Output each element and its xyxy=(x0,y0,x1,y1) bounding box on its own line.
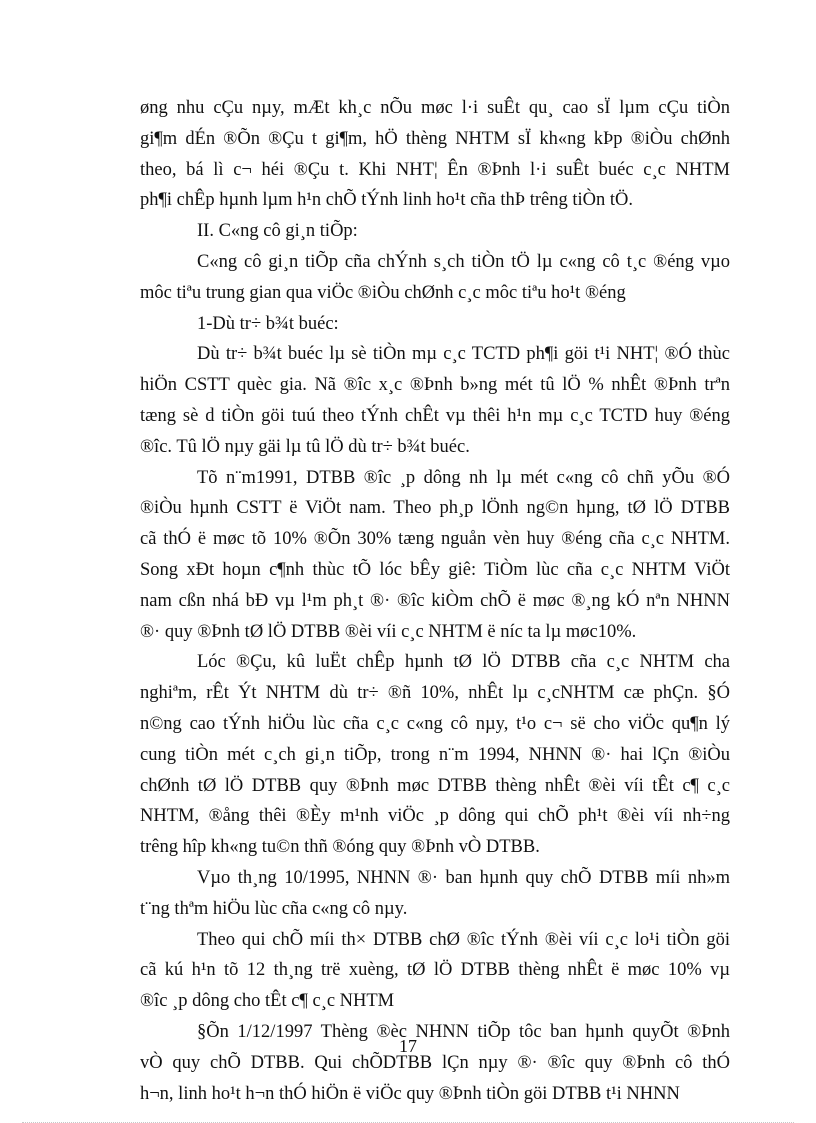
text-line: cung tiÒn mét c¸ch gi¸n tiÕp, trong n¨m 1994, NHNN ®· hai lÇn ®iÒu xyxy=(140,744,730,765)
text-line: Lóc ®Çu, kû luËt chÊp hµnh tØ lÖ DTBB cña c¸c NHTM cha xyxy=(197,652,730,673)
text-line: §Õn 1/12/1997 Thèng ®èc NHNN tiÕp tôc ban hµnh quyÕt ®Þnh xyxy=(197,1021,730,1042)
text-line: vÒ quy chÕ DTBB. Qui chÕDTBB lÇn nµy ®· ®îc quy ®Þnh cô thÓ xyxy=(140,1052,730,1073)
text-line: Theo qui chÕ míi th× DTBB chØ ®îc tÝnh ®èi víi c¸c lo¹i tiÒn göi xyxy=(197,929,730,950)
text-line: chØnh tØ lÖ DTBB quy ®Þnh møc DTBB thèng nhÊt ®èi víi tÊt c¶ c¸c xyxy=(140,775,730,796)
text-line: ®iÒu hµnh CSTT ë ViÖt nam. Theo ph¸p lÖnh ng©n hµng, tØ lÖ DTBB xyxy=(140,498,730,519)
text-line: n©ng cao tÝnh hiÖu lùc cña c¸c c«ng cô nµy, t¹o c¬ së cho viÖc qu¶n lý xyxy=(140,713,730,734)
text-line: cã kú h¹n tõ 12 th¸ng trë xuèng, tØ lÖ DTBB thèng nhÊt ë møc 10% vµ xyxy=(140,960,730,981)
text-line: trêng hîp kh«ng tu©n thñ ®óng quy ®Þnh vÒ DTBB. xyxy=(140,837,540,858)
text-line: ®îc ¸p dông cho tÊt c¶ c¸c NHTM xyxy=(140,991,395,1012)
text-line: ®· quy ®Þnh tØ lÖ DTBB ®èi víi c¸c NHTM ë níc ta lµ møc10%. xyxy=(140,621,637,642)
text-line: gi¶m dÉn ®Õn ®Çu t gi¶m, hÖ thèng NHTM sÏ kh«ng kÞp ®iÒu chØnh xyxy=(140,128,730,149)
text-line: II. C«ng cô gi¸n tiÕp: xyxy=(197,221,358,242)
paragraph-p9 xyxy=(140,925,730,1017)
paragraph-p6 xyxy=(140,463,730,648)
paragraph-p3 xyxy=(140,247,730,309)
paragraph-p2 xyxy=(140,216,730,247)
text-line: h¬n, linh ho¹t h¬n thÓ hiÖn ë viÖc quy ®Þnh tiÒn göi DTBB t¹i NHNN xyxy=(140,1083,680,1104)
paragraph-p4 xyxy=(140,309,730,340)
text-line: NHTM, ®ång thêi ®Èy m¹nh viÖc ¸p dông qui chÕ ph¹t ®èi víi nh÷ng xyxy=(140,806,730,827)
paragraph-p10 xyxy=(140,1017,730,1109)
text-line: ®îc. Tû lÖ nµy gäi lµ tû lÖ dù tr÷ b¾t buéc. xyxy=(140,436,470,457)
text-line: Dù tr÷ b¾t buéc lµ sè tiÒn mµ c¸c TCTD ph¶i göi t¹i NHT¦ ®Ó thùc xyxy=(197,344,730,365)
text-line: Song xÐt hoµn c¶nh thùc tÕ lóc bÊy giê: TiÒm lùc cña c¸c NHTM ViÖt xyxy=(140,559,730,580)
body-text xyxy=(140,93,730,1109)
text-line: Tõ n¨m1991, DTBB ®îc ¸p dông nh lµ mét c«ng cô chñ yÕu ®Ó xyxy=(197,467,730,488)
text-line: nam cßn nhá bÐ vµ l¹m ph¸t ®· ®îc kiÒm chÕ ë møc ®¸ng kÓ nªn NHNN xyxy=(140,590,730,611)
text-line: cã thÓ ë møc tõ 10% ®Õn 30% tæng nguån vèn huy ®éng cña c¸c NHTM. xyxy=(140,529,730,550)
text-line: t¨ng thªm hiÖu lùc cña c«ng cô nµy. xyxy=(140,898,408,919)
text-line: 1-Dù tr÷ b¾t buéc: xyxy=(197,313,339,334)
text-line: nghiªm, rÊt Ýt NHTM dù tr÷ ®ñ 10%, nhÊt lµ c¸cNHTM cæ phÇn. §Ó xyxy=(140,683,730,704)
paragraph-p1 xyxy=(140,93,730,216)
text-line: tæng sè d tiÒn göi tuú theo tÝnh chÊt vµ thêi h¹n mµ c¸c TCTD huy ®éng xyxy=(140,405,730,426)
text-line: theo, bá lì c¬ héi ®Çu t. Khi NHT¦ Ên ®Þnh l·i suÊt buéc c¸c NHTM xyxy=(140,159,730,180)
text-line: môc tiªu trung gian qua viÖc ®iÒu chØnh c¸c môc tiªu ho¹t ®éng xyxy=(140,282,626,303)
paragraph-p8 xyxy=(140,863,730,925)
text-line: Vµo th¸ng 10/1995, NHNN ®· ban hµnh quy chÕ DTBB míi nh»m xyxy=(197,867,730,888)
text-line: ph¶i chÊp hµnh lµm h¹n chÕ tÝnh linh ho¹t cña thÞ trêng tiÒn tÖ. xyxy=(140,190,633,211)
text-line: øng nhu cÇu nµy, mÆt kh¸c nÕu møc l·i suÊt qu¸ cao sÏ lµm cÇu tiÒn xyxy=(140,98,730,118)
text-line: C«ng cô gi¸n tiÕp cña chÝnh s¸ch tiÒn tÖ lµ c«ng cô t¸c ®éng vµo xyxy=(197,251,730,272)
paragraph-p5 xyxy=(140,339,730,462)
paragraph-p7 xyxy=(140,647,730,863)
text-line: hiÖn CSTT quèc gia. Nã ®îc x¸c ®Þnh b»ng mét tû lÖ % nhÊt ®Þnh trªn xyxy=(140,375,730,396)
page-number: 17 xyxy=(399,1036,417,1056)
